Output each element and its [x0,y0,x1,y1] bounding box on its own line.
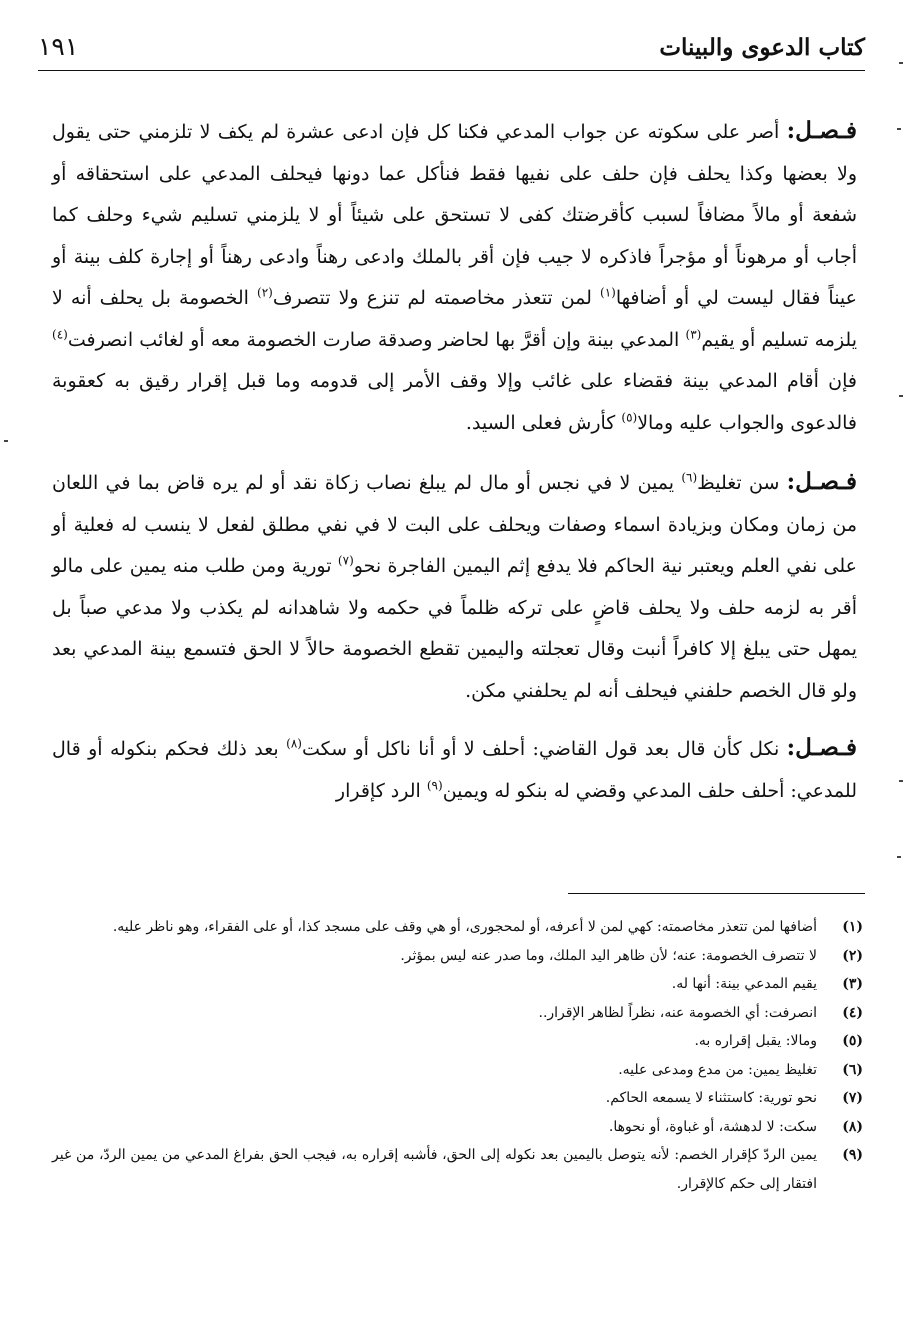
text-segment: بعد ذلك فحكم بنكوله أو قال للمدعي: أحلف حلف المدعي وقضي له بنكو له ويمين [52,738,857,802]
footnote-text: نحو تورية: كاستثناء لا يسمعه الحاكم. [605,1090,817,1106]
text-segment: أصر على سكوته عن جواب المدعي فكنا كل فإن ادعى عشرة لم يكف لا تلزمني حتى يقول ولا بعضها وكذا يحلف فإن حلف على نفيها فقط فنأكل عما دونها فيحلف المدعي على استحقاقه أو شفعة أو مالاً مضافاً لسبب كأقرضتك كفى لا تستحق على شيئاً أو لا يلزمني تسليم شيء وحلف كما أجاب أو مرهوناً أو مؤجراً فاذكره لا جيب فإن أقر بالملك وادعى رهناً وادعى رهناً أو إجارة كلف بينة أو عيناً فقال ليست لي أو أضافها [52,121,858,309]
footnote [52,913,863,942]
section-keyword: فـصـل: [786,117,857,144]
text-segment: سن تغليظ [697,472,780,494]
footnote-ref[interactable]: (٨) [286,736,302,751]
footnote-text: لا تتصرف الخصومة: عنه؛ لأن ظاهر اليد الملك، وما صدر عنه ليس بمؤثر. [400,947,817,964]
footnote-number: (٦) [842,1061,863,1078]
main-text [52,110,857,812]
footnote-number: (٨) [842,1118,863,1135]
footnote-ref[interactable]: (٥) [621,410,638,425]
scan-mark [899,395,903,397]
text-segment: الرد كإقرار [335,779,421,802]
text-segment: فإن أقام المدعي بينة فقضاء على غائب وإلا وقف الأمر إلى قدومه وما قبل إقرار رقيق به كعقوبة فالدعوى والجواب عليه ومالا [52,370,857,434]
footnotes [52,913,863,1198]
footnote [52,1141,863,1198]
footnote-text: انصرفت: أي الخصومة عنه، نظراً لظاهر الإقرار.. [538,1004,817,1021]
footnote-text: أضافها لمن تتعذر مخاصمته: كهي لمن لا أعرفه، أو لمحجورى، أو هي وقف على مسجد كذا، أو على الفقراء، وهو ناظر عليه. [112,919,817,935]
scan-mark [899,780,903,782]
scan-mark [897,856,901,858]
section-keyword: فـصـل: [786,734,857,761]
running-title: كتاب الدعوى والبينات [659,34,865,61]
footnote [52,1113,863,1142]
footnote-number: (١) [842,919,863,935]
footnote-ref[interactable]: (٩) [426,778,443,793]
text-segment: المدعي بينة وإن أقرَّ بها لحاضر وصدقة صارت الخصومة معه أو لغائب انصرفت [67,328,680,351]
footnote [52,1056,863,1085]
scan-mark [899,62,903,64]
footnote-rule [568,893,865,894]
footnote-number: (٧) [842,1090,863,1106]
footnote-ref[interactable]: (٢) [257,285,273,300]
text-segment: تورية ومن طلب منه يمين على مالو أقر به لزمه حلف ولا يحلف قاضٍ على تركه ظلماً في حكمه ولا شاهدانه لم يكذب ولا مدعي صباً بل يمهل حتى يبلغ إلا كافراً أنبت وقال تعجلته واليمين تقطع الخصومة حالاً لا الحق فتسمع بينة المدعي بعد ولو قال الخصم حلفني فيحلف أنه لم يحلفني مكن. [52,555,857,702]
footnote-ref[interactable]: (٧) [337,553,354,568]
footnote-text: يقيم المدعي بينة: أنها له. [671,976,817,992]
text-segment: الخصومة بل يحلف أنه لا يلزمه تسليم أو يقيم [52,287,858,351]
text-segment: كأرش فعلى السيد. [465,411,616,434]
footnote [52,1027,863,1056]
footnote-text: ومالا: يقبل إقراره به. [694,1033,817,1049]
footnote-text: يمين الردّ كإقرار الخصم: لأنه يتوصل باليمين بعد نكوله إلى الحق، فأشبه إقراره به، فيجب الحق بفراغ المدعي من يمين الردّ، من غير افتقار إلى حكم كالإقرار. [52,1147,817,1192]
scan-mark [4,440,8,442]
footnote-number: (٣) [842,976,863,992]
footnote-number: (٩) [842,1147,863,1163]
paragraph-1 [52,110,857,444]
footnote [52,970,863,999]
header-rule [38,70,865,71]
footnote [52,1084,863,1113]
footnote-ref[interactable]: (١) [600,285,616,300]
footnote-number: (٥) [842,1033,863,1049]
footnote-ref[interactable]: (٦) [681,470,698,485]
footnote-ref[interactable]: (٤) [52,327,68,342]
text-segment: نكل كأن قال بعد قول القاضي: أحلف لا أو أنا ناكل أو سكت [301,738,780,760]
paragraph-3 [52,727,857,812]
text-segment: لمن تتعذر مخاصمته لم تنزع ولا تتصرف [272,287,592,309]
footnote [52,999,863,1028]
paragraph-2 [52,461,857,712]
footnote-number: (٢) [842,947,863,964]
text-segment: يمين لا في نجس أو مال لم يبلغ نصاب زكاة نقد أو لم يره قاض بما في اللعان من زمان ومكان وبزيادة اسماء وصفات ويحلف على البت لا في نفي مطلق لفعل لا ينسب له فعلية أو على نفي العلم ويعتبر نية الحاكم فلا يدفع إثم اليمين الفاجرة نحو [52,472,857,577]
scan-mark [897,128,901,130]
footnote-text: سكت: لا لدهشة، أو غباوة، أو نحوها. [608,1118,817,1135]
footnote-text: تغليظ يمين: من مدع ومدعى عليه. [618,1061,817,1078]
page-header [38,28,865,68]
footnote [52,942,863,971]
footnote-number: (٤) [842,1004,863,1021]
page-number: ١٩١ [38,32,79,61]
section-keyword: فـصـل: [786,468,857,495]
footnote-ref[interactable]: (٣) [685,327,702,342]
